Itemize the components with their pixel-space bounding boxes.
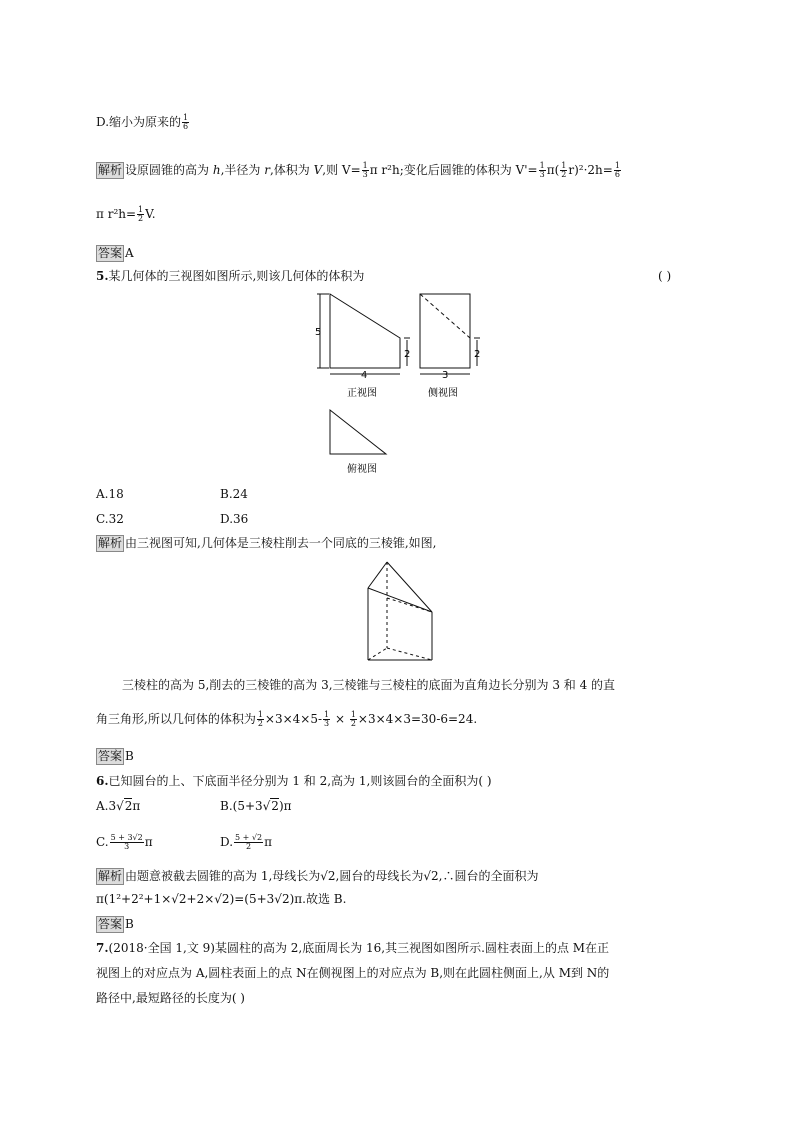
fraction-1-2c: $\frac{1}{2}$: [257, 710, 263, 728]
q5-option-c: C.32: [96, 512, 124, 526]
top-view-label: 俯视图: [347, 464, 377, 475]
q6-option-c-fraction: $\frac{5 + 3√2}{3}$: [110, 833, 143, 851]
q7-line2: 视图上的对应点为 A,圆柱表面上的点 N在侧视图上的对应点为 B,则在此圆柱侧面上,从 M到 N的: [96, 966, 610, 980]
dim-2-front-label: 2: [404, 349, 411, 360]
fraction-1-2b: $\frac{1}{2}$: [138, 205, 144, 223]
q4-analysis-line2: π r²h= $\frac{1}{2}$ V.: [96, 205, 156, 223]
front-view: [317, 294, 410, 374]
q5-stem: 5.某几何体的三视图如图所示,则该几何体的体积为: [96, 269, 365, 283]
q6-option-b: B.(5+3√2)π: [220, 799, 292, 813]
q6-option-c: C. $\frac{5 + 3√2}{3}$ π: [96, 833, 153, 851]
dim-5-label: 5: [315, 327, 322, 338]
fraction-1-3b: $\frac{1}{3}$: [539, 161, 545, 179]
q5-option-b: B.24: [220, 487, 248, 501]
analysis-tag: 解析: [98, 536, 123, 550]
answer-tag: 答案: [98, 749, 123, 763]
q6-analysis-line1: 解析 由题意被截去圆锥的高为 1,母线长为√2,圆台的母线长为√2,∴圆台的全面积为: [98, 869, 539, 883]
fraction-1-2: $\frac{1}{2}$: [561, 161, 567, 179]
q6-option-a: A.3√2π: [96, 799, 141, 813]
top-view: [330, 410, 386, 454]
dim-2-side-label: 2: [474, 349, 481, 360]
analysis-tag: 解析: [98, 869, 123, 883]
q4-option-d: D.缩小为原来的 $\frac{1}{6}$: [96, 113, 189, 131]
q5-answer-paren: ( ): [658, 269, 672, 283]
q5-solid-figure: [362, 558, 436, 664]
front-view-label: 正视图: [347, 388, 377, 399]
side-view-label: 侧视图: [428, 388, 458, 399]
q7-line3: 路径中,最短路径的长度为( ): [96, 991, 245, 1005]
q5-three-view-figure: [300, 288, 510, 478]
fraction-1-6: $\frac{1}{6}$: [614, 161, 620, 179]
dim-4-label: 4: [361, 370, 368, 381]
answer-tag: 答案: [98, 246, 123, 260]
q4-analysis-line1: 解析 设原圆锥的高为 h,半径为 r,体积为 V,则 V= $\frac{1}{3}$ π r²h;变化后圆锥的体积为 V'= $\frac{1}{3}$ π( $\frac{1}{2}$ r)²·2h= $\frac{1}{6}$: [98, 161, 620, 179]
q6-option-d-fraction: $\frac{5 + √2}{2}$: [235, 833, 263, 851]
q5-option-d: D.36: [220, 512, 249, 526]
fraction-1-3c: $\frac{1}{3}$: [324, 710, 330, 728]
q5-analysis-line3: 角三角形,所以几何体的体积为 $\frac{1}{2}$ ×3×4×5- $\frac{1}{3}$ × $\frac{1}{2}$ ×3×4×3=30-6=24.: [96, 710, 478, 728]
q6-option-d: D. $\frac{5 + √2}{2}$ π: [220, 833, 272, 851]
q5-analysis-line2: 三棱柱的高为 5,削去的三棱锥的高为 3,三棱锥与三棱柱的底面为直角边长分别为 3 和 4 的直: [122, 678, 616, 692]
q5-analysis-line1: 解析 由三视图可知,几何体是三棱柱削去一个同底的三棱锥,如图,: [98, 536, 437, 550]
fraction-1-3: $\frac{1}{3}$: [362, 161, 368, 179]
q5-option-a: A.18: [96, 487, 124, 501]
answer-tag: 答案: [98, 917, 123, 931]
q4-option-d-fraction: $\frac{1}{6}$: [183, 113, 189, 131]
analysis-tag: 解析: [98, 163, 123, 177]
side-view: [420, 294, 480, 374]
q6-stem: 6.已知圆台的上、下底面半径分别为 1 和 2,高为 1,则该圆台的全面积为( ): [96, 774, 492, 788]
q5-answer: 答案 B: [98, 749, 134, 763]
q6-answer: 答案 B: [98, 917, 134, 931]
q7-line1: 7.(2018·全国 1,文 9)某圆柱的高为 2,底面周长为 16,其三视图如图所示.圆柱表面上的点 M在正: [96, 941, 610, 955]
dim-3-label: 3: [442, 370, 449, 381]
fraction-1-2d: $\frac{1}{2}$: [350, 710, 356, 728]
q6-analysis-line2: π(1²+2²+1×√2+2×√2)=(5+3√2)π.故选 B.: [96, 892, 347, 906]
q4-answer: 答案 A: [98, 246, 134, 260]
